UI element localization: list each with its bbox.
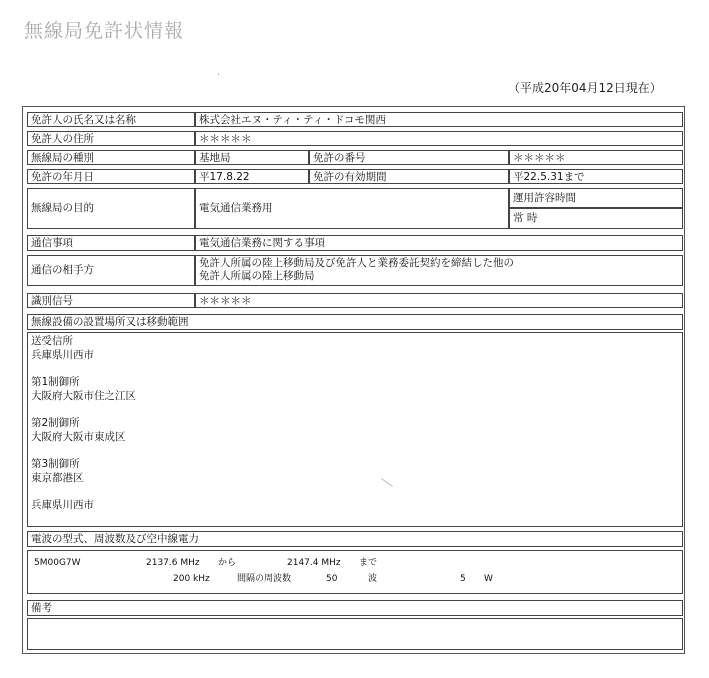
holder-address-label: 免許人の住所: [27, 131, 195, 146]
license-date-value: 平17.8.22: [195, 169, 309, 184]
location-place: 大阪府大阪市東成区: [31, 430, 126, 443]
holder-address-value: ＊＊＊＊＊: [195, 131, 683, 146]
location-extra: 兵庫県川西市: [31, 499, 94, 511]
freq-to: 2147.4 MHz: [287, 558, 341, 568]
holder-name-value: 株式会社エヌ・ティ・ティ・ドコモ関西: [195, 112, 683, 127]
operating-hours-label: 運用許容時間: [509, 188, 683, 208]
location-name: 第2制御所: [31, 417, 80, 429]
remarks-label: 備考: [27, 600, 683, 616]
location-place: 兵庫県川西市: [31, 348, 94, 361]
as-of-date: （平成20年04月12日現在）: [508, 81, 662, 95]
operating-hours-value: 常 時: [509, 208, 683, 229]
call-sign-value: ＊＊＊＊＊: [195, 293, 683, 308]
station-type-value: 基地局: [195, 150, 309, 165]
comm-matter-value: 電気通信業務に関する事項: [195, 235, 683, 251]
location-name: 送受信所: [31, 335, 73, 347]
license-date-label: 免許の年月日: [27, 169, 195, 184]
validity-period-label: 免許の有効期間: [309, 169, 509, 184]
location-place: 大阪府大阪市住之江区: [31, 389, 136, 402]
antenna-power: 5: [460, 574, 466, 584]
channel-spacing: 200 kHz: [173, 574, 210, 584]
license-number-value: ＊＊＊＊＊: [509, 150, 683, 165]
emission-details: [27, 550, 683, 594]
freq-from-word: から: [218, 558, 237, 568]
emission-header: 電波の型式、周波数及び空中線電力: [27, 531, 683, 547]
remarks-value: [27, 618, 683, 650]
station-type-label: 無線局の種別: [27, 150, 195, 165]
freq-from: 2137.6 MHz: [146, 558, 200, 568]
location-list: [27, 332, 683, 527]
comm-partner-line1: 免許人所属の陸上移動局及び免許人と業務委託契約を締結した他の: [199, 257, 514, 269]
antenna-power-unit: W: [484, 574, 493, 584]
location-place: 東京都港区: [31, 471, 84, 484]
page-title: 無線局免許状情報: [24, 20, 185, 42]
call-sign-label: 識別信号: [27, 293, 195, 308]
channel-count: 50: [326, 574, 338, 584]
purpose-value: 電気通信業務用: [195, 188, 509, 229]
license-number-label: 免許の番号: [309, 150, 509, 165]
comm-partner-label: 通信の相手方: [27, 255, 195, 286]
location-item: [31, 417, 679, 444]
scan-speck: ·: [217, 70, 221, 81]
location-header: 無線設備の設置場所又は移動範囲: [27, 314, 683, 330]
channel-spacing-label: 間隔の周波数: [237, 574, 292, 584]
location-item: [31, 335, 679, 362]
location-name: 第1制御所: [31, 376, 80, 388]
comm-partner-value: [195, 255, 683, 286]
comm-matter-label: 通信事項: [27, 235, 195, 251]
freq-to-word: まで: [359, 558, 378, 568]
comm-partner-line2: 免許人所属の陸上移動局: [199, 270, 315, 282]
emission-type: 5M00G7W: [34, 558, 81, 568]
holder-name-label: 免許人の氏名又は名称: [27, 112, 195, 127]
location-item: [31, 376, 679, 403]
location-name: 第3制御所: [31, 458, 80, 470]
purpose-label: 無線局の目的: [27, 188, 195, 229]
location-item: [31, 458, 679, 485]
channel-count-unit: 波: [368, 574, 378, 584]
validity-period-value: 平22.5.31まで: [509, 169, 683, 184]
